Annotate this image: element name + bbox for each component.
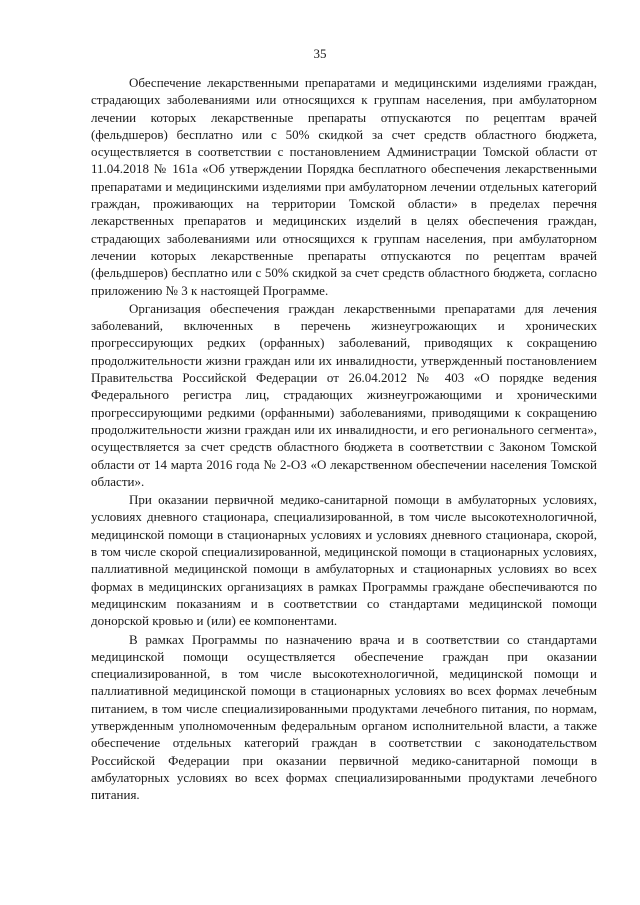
paragraph-donor-blood: При оказании первичной медико-санитарной помощи в амбулаторных условиях, условиях дневного стационара, специализированной, в том числе высокотехнологичной, медицинской помощи в стационарных условиях и условиях дневного стационара, скорой, в том числе скорой специализированной, медицинской помощи в стационарных условиях, паллиативной медицинской помощи в амбулаторных и стационарных условиях во всех формах в медицинских организациях в рамках Программы граждане обеспечиваются по медицинским показаниям и в соответствии со стандартами медицинской помощи донорской кровью и (или) ее компонентами. <box>91 492 597 629</box>
page-number: 35 <box>313 46 327 61</box>
paragraph-drug-provision: Обеспечение лекарственными препаратами и медицинскими изделиями граждан, страдающих заболеваниями или относящихся к группам населения, при амбулаторном лечении которых лекарственные препараты отпускаются по рецептам врачей (фельдшеров) бесплатно или с 50% скидкой за счет средств областного бюджета, осуществляется в соответствии с постановлением Администрации Томской области от 11.04.2018 № 161а «Об утверждении Порядка бесплатного обеспечения лекарственными препаратами и медицинскими изделиями при амбулаторном лечении отдельных категорий граждан, проживающих на территории Томской области» в пределах перечня лекарственных препаратов и медицинских изделий в целях обеспечения граждан, страдающих заболеваниями или относящихся к группам населения, при амбулаторном лечении которых лекарственные препараты отпускаются по рецептам врачей (фельдшеров) бесплатно или с 50% скидкой за счет средств областного бюджета, согласно приложению № 3 к настоящей Программе. <box>91 75 597 298</box>
body-text <box>91 74 597 804</box>
paragraph-orphan-diseases: Организация обеспечения граждан лекарственными препаратами для лечения заболеваний, включенных в перечень жизнеугрожающих и хронических прогрессирующих редких (орфанных) заболеваний, приводящих к сокращению продолжительности жизни граждан или их инвалидности, утвержденный постановлением Правительства Российской Федерации от 26.04.2012 № 403 «О порядке ведения Федерального регистра лиц, страдающих жизнеугрожающими и хроническими прогрессирующими редкими (орфанными) заболеваниями, приводящими к сокращению продолжительности жизни граждан или их инвалидности, и его регионального сегмента», осуществляется за счет средств областного бюджета в соответствии с Законом Томской области от 14 марта 2016 года № 2-ОЗ «О лекарственном обеспечении населения Томской области». <box>91 300 597 489</box>
paragraph-therapeutic-nutrition: В рамках Программы по назначению врача и в соответствии со стандартами медицинской помощи осуществляется обеспечение граждан при оказании специализированной, в том числе высокотехнологичной, медицинской помощи и паллиативной медицинской помощи в стационарных условиях во всех формах лечебным питанием, в том числе специализированными продуктами лечебного питания, по нормам, утвержденным уполномоченным федеральным органом исполнительной власти, а также обеспечение отдельных категорий граждан в соответствии с законодательством Российской Федерации при оказании первичной медико-санитарной помощи в амбулаторных условиях во всех формах специализированными продуктами лечебного питания. <box>91 631 597 803</box>
